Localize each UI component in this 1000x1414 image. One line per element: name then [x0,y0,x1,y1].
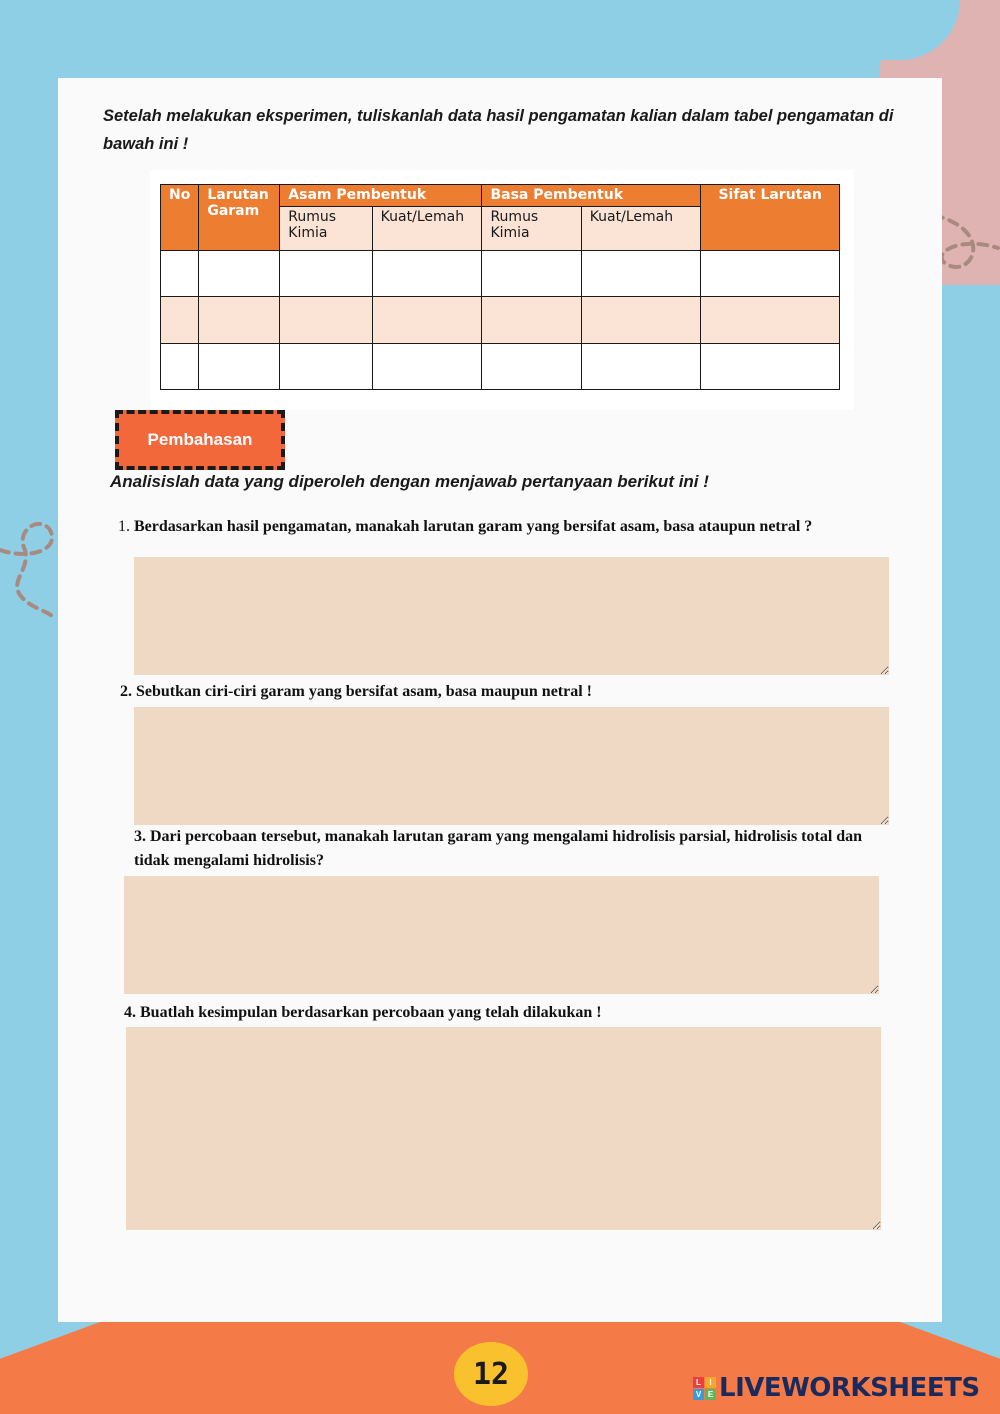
logo-letter: L [693,1377,704,1388]
table-cell[interactable] [161,343,199,389]
table-row [161,297,840,343]
worksheet-page [58,78,942,1322]
observation-table-container [150,170,854,410]
header-sifat-larutan: Sifat Larutan [701,185,840,251]
question-2 [120,680,900,704]
header-asam-pembentuk: Asam Pembentuk [280,185,482,207]
table-cell[interactable] [280,343,372,389]
header-no: No [161,185,199,251]
question-4 [124,1001,904,1025]
question-text: Berdasarkan hasil pengamatan, manakah larutan garam yang bersifat asam, basa ataupun netral ? [134,518,813,535]
table-cell[interactable] [199,297,280,343]
table-cell[interactable] [581,251,701,297]
question-number: 4. [124,1004,136,1021]
header-basa-pembentuk: Basa Pembentuk [482,185,701,207]
table-cell[interactable] [199,343,280,389]
header-larutan-garam: Larutan Garam [199,185,280,251]
intro-instruction: Setelah melakukan eksperimen, tuliskanlah data hasil pengamatan kalian dalam tabel pengamatan di bawah ini ! [103,107,894,153]
page-number: 12 [454,1342,528,1406]
table-cell[interactable] [581,343,701,389]
table-cell[interactable] [372,343,482,389]
question-text: Sebutkan ciri-ciri garam yang bersifat asam, basa maupun netral ! [136,683,592,700]
table-cell[interactable] [482,251,581,297]
liveworksheets-brand [693,1370,980,1406]
subheader-basa-rumus-kimia: Rumus Kimia [482,207,581,251]
answer-box-2[interactable] [134,707,889,825]
table-cell[interactable] [701,343,840,389]
table-cell[interactable] [372,297,482,343]
table-cell[interactable] [701,297,840,343]
question-1 [118,515,898,539]
table-cell[interactable] [372,251,482,297]
table-cell[interactable] [199,251,280,297]
table-cell[interactable] [280,251,372,297]
question-3 [134,825,884,873]
question-number: 1. [118,518,130,535]
question-text: Buatlah kesimpulan berdasarkan percobaan yang telah dilakukan ! [140,1004,602,1021]
analisis-instruction: Analisislah data yang diperoleh dengan menjawab pertanyaan berikut ini ! [110,472,709,491]
subheader-asam-rumus-kimia: Rumus Kimia [280,207,372,251]
answer-box-1[interactable] [134,557,889,675]
subheader-basa-kuat-lemah: Kuat/Lemah [581,207,701,251]
subheader-asam-kuat-lemah: Kuat/Lemah [372,207,482,251]
table-row [161,251,840,297]
table-cell[interactable] [482,343,581,389]
answer-box-4[interactable] [126,1027,881,1230]
table-row [161,343,840,389]
question-text: Dari percobaan tersebut, manakah larutan garam yang mengalami hidrolisis parsial, hidrolisis total dan tidak mengalami hidrolisis? [134,828,863,869]
table-cell[interactable] [161,251,199,297]
table-cell[interactable] [280,297,372,343]
table-cell[interactable] [482,297,581,343]
pembahasan-label: Pembahasan [115,410,285,470]
liveworksheets-logo-icon [693,1377,716,1400]
table-cell[interactable] [161,297,199,343]
logo-letter: V [693,1389,704,1400]
question-number: 3. [134,828,146,845]
table-cell[interactable] [701,251,840,297]
question-number: 2. [120,683,132,700]
table-cell[interactable] [581,297,701,343]
logo-letter: E [705,1389,716,1400]
observation-table [160,184,840,390]
answer-box-3[interactable] [124,876,879,994]
brand-name: LIVEWORKSHEETS [719,1373,980,1403]
logo-letter: I [705,1377,716,1388]
